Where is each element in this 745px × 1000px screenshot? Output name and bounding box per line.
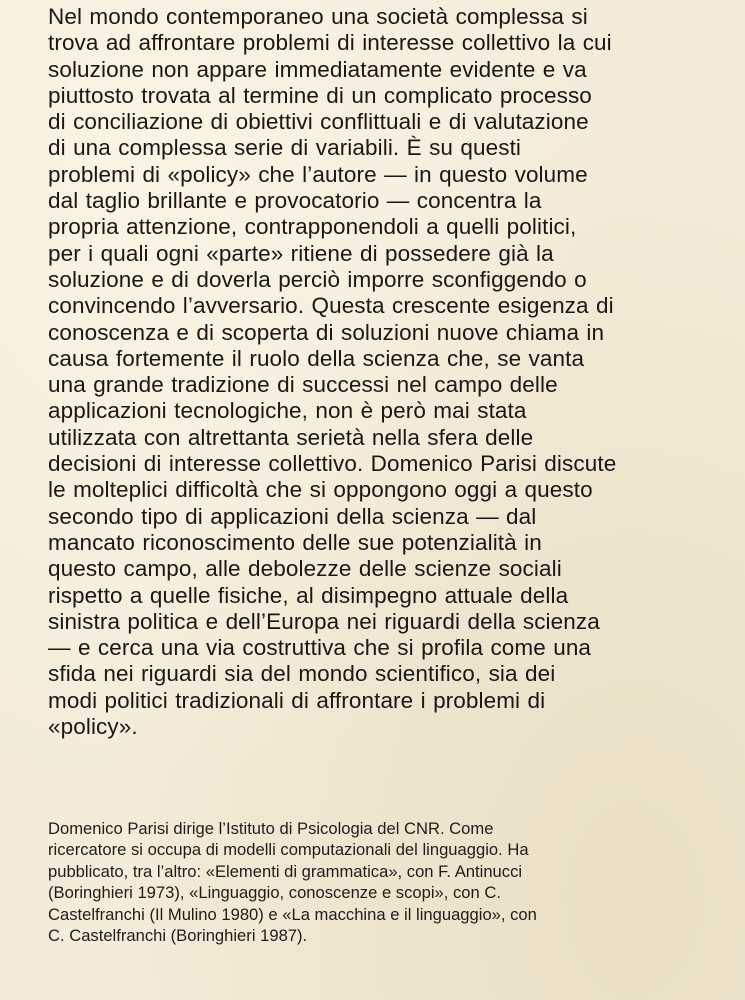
blurb-line: soluzione non appare immediatamente evidente e va <box>48 56 587 82</box>
blurb-line: secondo tipo di applicazioni della scienza — dal <box>48 503 537 529</box>
blurb-line: dal taglio brillante e provocatorio — concentra la <box>48 188 542 214</box>
bio-line: Domenico Parisi dirige l’Istituto di Psicologia del CNR. Come <box>48 819 494 838</box>
blurb-line: sfida nei riguardi sia del mondo scientifico, sia dei <box>48 661 556 687</box>
blurb-line: di una complessa serie di variabili. È su questi <box>48 135 522 161</box>
author-bio-paragraph <box>48 818 728 946</box>
bio-line: C. Castelfranchi (Boringhieri 1987). <box>48 926 308 946</box>
blurb-line: trova ad affrontare problemi di interesse collettivo la cui <box>48 30 612 56</box>
blurb-line: soluzione e di doverla perciò imporre sconfiggendo o <box>48 266 587 292</box>
blurb-line: decisioni di interesse collettivo. Domenico Parisi discute <box>48 451 617 477</box>
blurb-line: conoscenza e di scoperta di soluzioni nuove chiama in <box>48 319 605 345</box>
blurb-line: per i quali ogni «parte» ritiene di possedere già la <box>48 240 554 266</box>
bio-line: pubblicato, tra l’altro: «Elementi di grammatica», con F. Antinucci <box>48 861 523 881</box>
blurb-line: applicazioni tecnologiche, non è però mai stata <box>48 398 527 424</box>
blurb-line: le molteplici difficoltà che si oppongono oggi a questo <box>48 477 593 503</box>
blurb-line: convincendo l’avversario. Questa crescente esigenza di <box>48 293 614 319</box>
blurb-line: piuttosto trovata al termine di un complicato processo <box>48 82 592 108</box>
blurb-line: sinistra politica e dell’Europa nei riguardi della scienza <box>48 608 600 634</box>
blurb-line: Nel mondo contemporaneo una società complessa si <box>48 4 588 29</box>
blurb-line: — e cerca una via costruttiva che si profila come una <box>48 635 592 661</box>
blurb-line: questo campo, alle debolezze delle scienze sociali <box>48 556 562 582</box>
cover-blurb-paragraph <box>48 4 728 740</box>
bio-line: (Boringhieri 1973), «Linguaggio, conoscenze e scopi», con C. <box>48 883 501 903</box>
blurb-line: di conciliazione di obiettivi conflittuali e di valutazione <box>48 109 589 135</box>
blurb-line: causa fortemente il ruolo della scienza che, se vanta <box>48 345 585 371</box>
bio-line: Castelfranchi (Il Mulino 1980) e «La macchina e il linguaggio», con <box>48 904 537 924</box>
blurb-line: propria attenzione, contrapponendoli a quelli politici, <box>48 214 577 240</box>
blurb-line: «policy». <box>48 714 138 740</box>
blurb-line: utilizzata con altrettanta serietà nella sfera delle <box>48 424 534 450</box>
bio-line: ricercatore si occupa di modelli computazionali del linguaggio. Ha <box>48 840 529 860</box>
blurb-line: rispetto a quelle fisiche, al disimpegno attuale della <box>48 582 569 608</box>
blurb-line: problemi di «policy» che l’autore — in questo volume <box>48 161 588 187</box>
blurb-line: una grande tradizione di successi nel campo delle <box>48 372 558 398</box>
blurb-line: mancato riconoscimento delle sue potenzialità in <box>48 529 542 555</box>
blurb-line: modi politici tradizionali di affrontare i problemi di <box>48 687 546 713</box>
